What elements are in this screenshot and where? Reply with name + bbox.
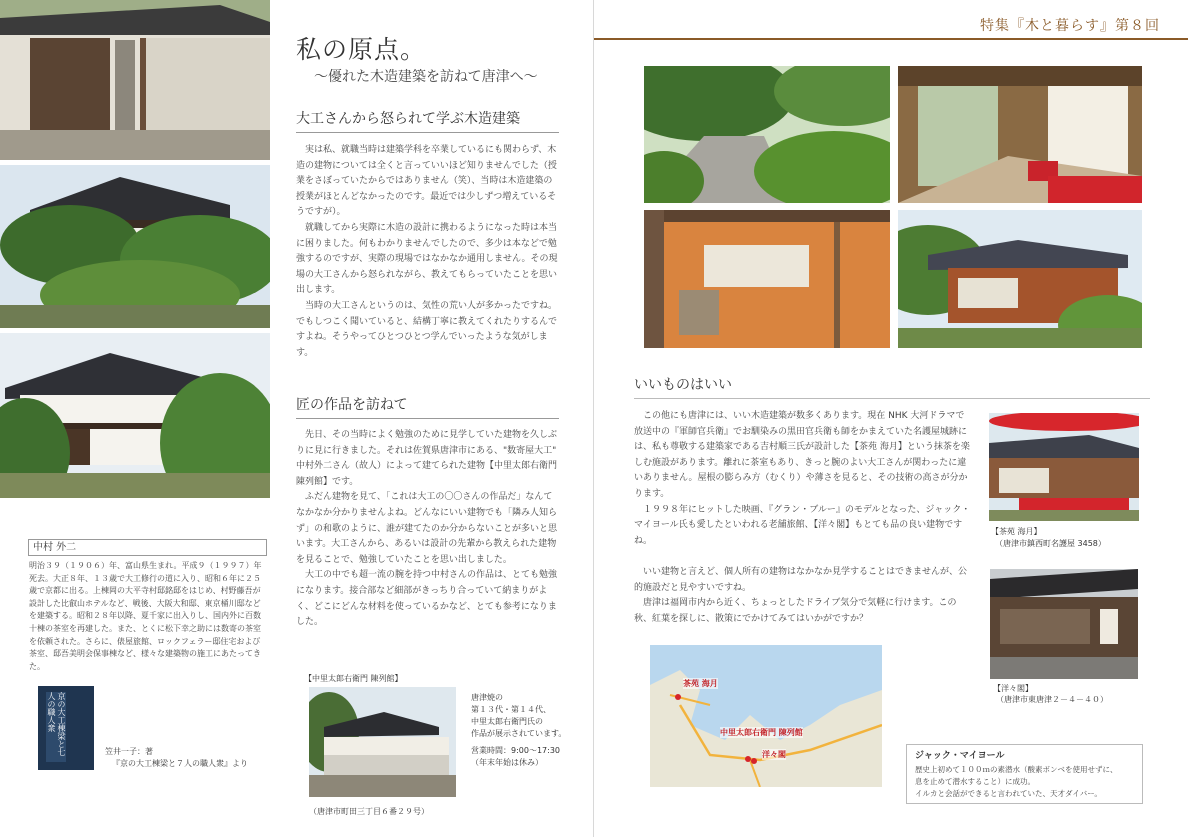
section2-body <box>296 428 559 631</box>
jacques-line1: 歴史上初めて１００ｍの素潜水（酸素ボンベを使用せずに、 <box>915 765 1118 774</box>
photo-house-pines <box>0 165 270 328</box>
section1-body <box>296 143 559 361</box>
header-rule <box>594 38 1188 40</box>
nakazato-hours: 営業時間：9:00～17:30 <box>471 746 561 755</box>
section1-para: 就職してから実際に木造の設計に携わるようになった時は本当に困りました。何もわかりませんでしたので、多少は本などで勉強するのですが、実際の現場ではなかなか通用しません。その現場の大工さんから怒られながら、教えてもらっていたことを思い出します。 <box>296 222 558 296</box>
jacques-name: ジャック・マイヨール <box>915 751 1005 761</box>
book-author: 笠井一子：著 <box>105 747 153 756</box>
section2-para: 大工の中でも超一流の腕を持つ中村さんの作品は、とても勉強になります。接合部など細部がきっちり合っていて納まりがよく、どこにどんな材料を使っているかなど、とても参考になりました。 <box>296 570 558 628</box>
kaigetsu-label: 【茶苑 海月】 <box>991 527 1042 536</box>
profile-text: 明治３９（１９０６）年、富山県生まれ。平成９（１９９７）年死去。大正８年、１３歳で大工修行の道に入り、昭和６年に２５歳で京都に出る。上棟岡の大平寺村邸銘邸をはじめ、村野藤吾が設計した比叡山ホテルなど、戦後、大阪大和邸、東京桶川邸などを建築する。昭和２８年以降、夏千家に出入りし、国内外に百数十棟の茶室を再建した。また、とくに松下幸之助には数寄の茶室を依頼された。さらに、俵屋旅館、ロックフェラー邸住宅および茶室、邸吾美明会保事棟など、様々な建築物の施工にあたってきた。 <box>29 561 262 671</box>
section3-para <box>634 549 973 565</box>
map-label-nakazato: 中里太郎右衛門 陳列館 <box>720 728 803 737</box>
section3-para: この他にも唐津には、いい木造建築が数多くあります。現在 NHK 大河ドラマで放送中の『軍師官兵衛』でお馴染みの黒田官兵衛も師をかまえていた名護屋城跡には、私も尊敬する建築家である吉村順三氏が設計した【茶苑 海月】という抹茶を楽しむ施設があります。離れに茶室もあり、きっと腕のよい大工さんが関わったに違いありません。屋根の膨らみ方（むくり）や薄さを見ると、その技術の高さが分かります。 <box>634 411 970 499</box>
section2-para: ふだん建物を見て、「これは大工の〇〇さんの作品だ」なんてなかなか分かりませんよね。どんなにいい建物でも「隣み人知らず」の和歌のように、誰が建てたのか分からないことが多いと思います。大工さんから、あるいは設計の先輩から教えられた建物を見ることで、勉強していたことを思い出しました。 <box>296 492 558 565</box>
section3-para: いい建物と言えど、個人所有の建物はなかなか見学することはできませんが、公的施設だと見やすいですね。 <box>634 566 968 593</box>
section1-para: 実は私、就職当時は建築学科を卒業しているにも関わらず、木造の建物については全くと言っていいほど知りませんでした（授業をさぼっていたからではありません（笑）、当時は木造建築の授業がほとんどなかったのです。最近では少しずつ増えているそうですが）。 <box>296 145 557 218</box>
page-gutter <box>593 0 594 837</box>
nakazato-holiday: （年末年始は休み） <box>471 758 543 767</box>
book-cover <box>38 686 94 770</box>
jacques-line2: 息を止めて潜水すること）に成功。 <box>915 777 1035 786</box>
nakazato-desc1: 唐津焼の <box>471 693 503 702</box>
article-title: 私の原点。 <box>296 35 427 64</box>
section1-para: 当時の大工さんというのは、気性の荒い人が多かったですね。でもしつこく聞いていると、結構丁寧に教えてくれたりするんですよね。そうやってひとつひとつ学んでいったような気がします。 <box>296 300 558 358</box>
map-label-yoyokaku: 洋々閣 <box>762 750 786 759</box>
photo-garden-path <box>644 66 890 203</box>
nakazato-label: 【中里太郎右衛門 陳列館】 <box>304 674 403 683</box>
book-title: 『京の大工棟梁と７人の職人衆』より <box>112 759 248 768</box>
section3-para: 唐津は福岡市内から近く、ちょっとしたドライブ気分で気軽に行けます。この秋、紅葉を探しに、散策にでかけてみてはいかがですか？ <box>634 598 957 624</box>
kaigetsu-address: （唐津市鎮西町名護屋 3458） <box>995 539 1106 548</box>
feature-title: 特集『木と暮らす』第８回 <box>980 18 1160 34</box>
yoyokaku-address: （唐津市東唐津２－４－４０） <box>996 695 1108 704</box>
photo-orange-wall <box>644 210 890 348</box>
photo-house-garden <box>0 333 270 498</box>
area-map <box>650 645 882 787</box>
nakazato-address: （唐津市町田三丁目６番２９号） <box>309 807 429 816</box>
photo-kaigetsu <box>989 413 1139 521</box>
jacques-line3: イルカと会話ができると言われていた、天才ダイバー。 <box>915 789 1102 798</box>
nakazato-desc2: 第１３代・第１４代、 <box>471 705 551 714</box>
nakazato-desc3: 中里太郎右衛門氏の <box>471 717 543 726</box>
section3-para: １９９８年にヒットした映画、『グラン・ブルー』のモデルとなった、ジャック・マイヨール氏も愛したといわれる老舗旅館、【洋々閣】もとても品の良い建物ですね。 <box>634 504 971 546</box>
photo-gate-wall <box>0 0 270 160</box>
article-subtitle: ～優れた木造建築を訪ねて唐津へ～ <box>314 69 538 85</box>
section3-body <box>634 409 973 627</box>
photo-nakazato <box>309 687 456 797</box>
book-spine-text: 京の大工棟梁と七人の職人衆 <box>46 692 66 762</box>
section1-heading: 大工さんから怒られて学ぶ木造建築 <box>296 108 559 133</box>
nakazato-desc4: 作品が展示されています。 <box>471 729 567 738</box>
photo-veranda <box>898 66 1142 203</box>
section3-heading: いいものはいい <box>634 374 1150 399</box>
section2-heading: 匠の作品を訪ねて <box>296 394 559 419</box>
photo-house-hill <box>898 210 1142 348</box>
map-label-kaigetsu: 茶苑 海月 <box>683 679 718 688</box>
photo-yoyokaku <box>990 569 1138 679</box>
profile-name: 中村 外二 <box>28 539 267 556</box>
section2-para: 先日、その当時によく勉強のために見学していた建物を久しぶりに見に行きました。それは佐賀県唐津市にある、"数寄屋大工" 中村外二さん（故人）によって建てられた建物【中里太郎右衛門 陳列館】です。 <box>296 430 558 487</box>
yoyokaku-label: 【洋々閣】 <box>993 684 1033 693</box>
jacques-box <box>906 744 1143 804</box>
